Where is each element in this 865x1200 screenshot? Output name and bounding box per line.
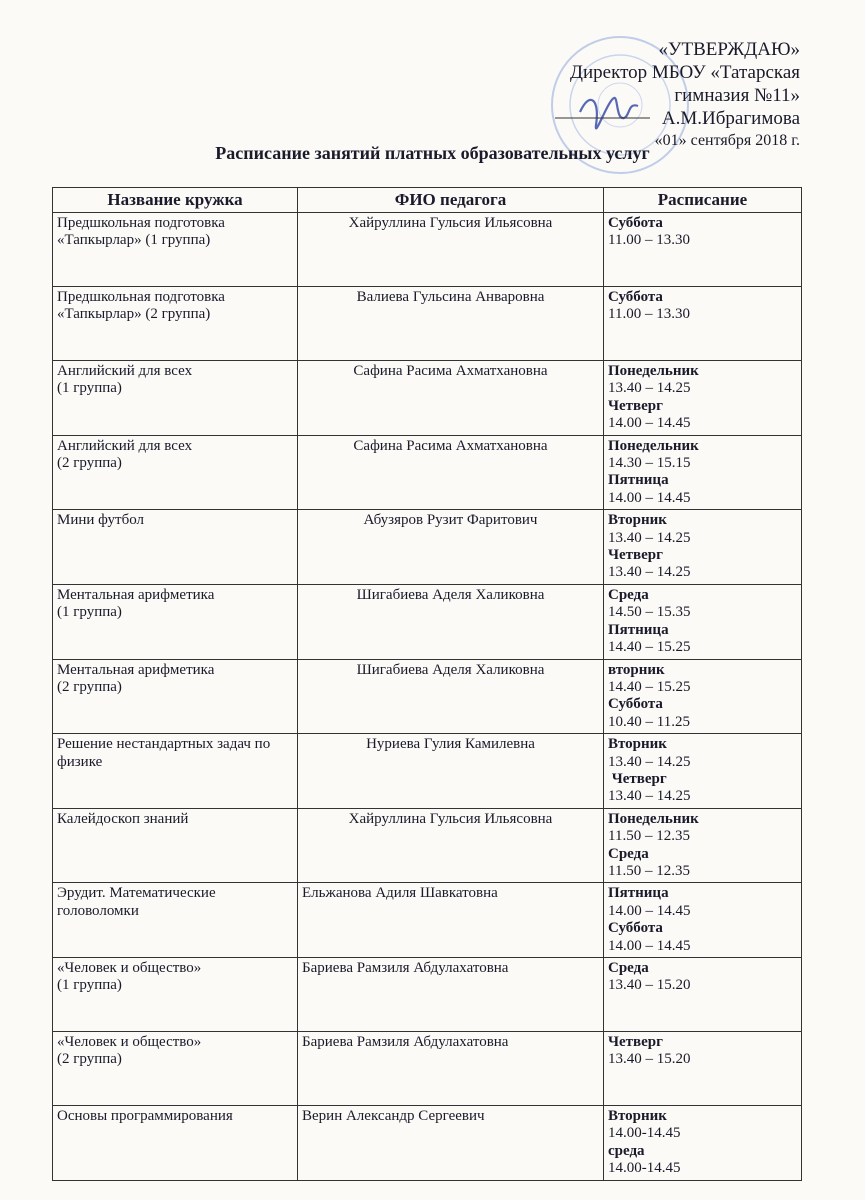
schedule-time: 14.00 – 14.45	[608, 489, 691, 506]
approval-block	[570, 38, 800, 152]
schedule-cell	[604, 734, 802, 809]
schedule-time: 14.00-14.45	[608, 1160, 681, 1177]
schedule-time: 11.00 – 13.30	[608, 232, 690, 249]
schedule-cell	[604, 883, 802, 958]
schedule-day: Суббота	[608, 920, 663, 937]
schedule-day: Суббота	[608, 696, 663, 713]
schedule-time: 13.40 – 14.25	[608, 380, 691, 397]
table-row	[53, 213, 802, 287]
schedule-day: Пятница	[608, 885, 669, 902]
teacher-cell: Шигабиева Аделя Халиковна	[298, 659, 604, 734]
club-name-cell: «Человек и общество» (2 группа)	[53, 1032, 298, 1106]
schedule-time: 14.40 – 15.25	[608, 639, 691, 656]
teacher-cell: Сафина Расима Ахматхановна	[298, 361, 604, 436]
schedule-cell	[604, 1106, 802, 1181]
club-name-cell: Предшкольная подготовка «Тапкырлар» (1 группа)	[53, 213, 298, 287]
table-row	[53, 510, 802, 585]
club-name-cell: Решение нестандартных задач по физике	[53, 734, 298, 809]
table-body	[53, 213, 802, 1181]
schedule-time: 14.00-14.45	[608, 1125, 681, 1142]
schedule-day: Четверг	[608, 547, 663, 564]
schedule-day: Среда	[608, 960, 649, 976]
schedule-day: Вторник	[608, 1108, 667, 1124]
table-row	[53, 958, 802, 1032]
club-name-cell: Основы программирования	[53, 1106, 298, 1181]
schedule-time: 14.00 – 14.45	[608, 937, 691, 954]
teacher-cell: Верин Александр Сергеевич	[298, 1106, 604, 1181]
schedule-cell	[604, 510, 802, 585]
schedule-day: Пятница	[608, 472, 669, 489]
schedule-day: Понедельник	[608, 810, 699, 827]
schedule-time: 14.40 – 15.25	[608, 678, 691, 695]
schedule-day: Суббота	[608, 289, 663, 305]
schedule-day: Среда	[608, 586, 649, 603]
approval-line-4: А.М.Ибрагимова	[661, 108, 800, 129]
schedule-day: вторник	[608, 661, 665, 678]
approval-date: «01» сентября 2018 г.	[654, 132, 800, 149]
schedule-time: 13.40 – 15.20	[608, 977, 691, 994]
table-row	[53, 435, 802, 510]
schedule-cell	[604, 808, 802, 883]
club-name-cell: Английский для всех (1 группа)	[53, 361, 298, 436]
schedule-day: Вторник	[608, 736, 667, 753]
schedule-cell	[604, 435, 802, 510]
schedule-day: Суббота	[608, 215, 663, 231]
schedule-day: Понедельник	[608, 363, 699, 379]
teacher-cell: Бариева Рамзиля Абдулахатовна	[298, 1032, 604, 1106]
teacher-cell: Сафина Расима Ахматхановна	[298, 435, 604, 510]
schedule-day: Среда	[608, 845, 649, 862]
schedule-time: 13.40 – 14.25	[608, 529, 691, 546]
schedule-day: Четверг	[608, 1034, 663, 1050]
club-name-cell: Ментальная арифметика (1 группа)	[53, 584, 298, 659]
club-name-cell: Мини футбол	[53, 510, 298, 585]
approval-line-2: Директор МБОУ «Татарская	[570, 62, 800, 83]
schedule-time: 13.40 – 14.25	[608, 564, 691, 581]
schedule-time: 14.30 – 15.15	[608, 455, 691, 472]
teacher-cell: Хайруллина Гульсия Ильясовна	[298, 213, 604, 287]
schedule-table	[52, 187, 802, 1181]
schedule-day: Понедельник	[608, 437, 699, 454]
schedule-cell	[604, 1032, 802, 1106]
schedule-cell	[604, 361, 802, 436]
schedule-time: 11.50 – 12.35	[608, 828, 690, 845]
table-row	[53, 659, 802, 734]
teacher-cell: Абузяров Рузит Фаритович	[298, 510, 604, 585]
schedule-time: 13.40 – 15.20	[608, 1051, 691, 1068]
club-name-cell: «Человек и общество» (1 группа)	[53, 958, 298, 1032]
schedule-time: 13.40 – 14.25	[608, 753, 691, 770]
club-name-cell: Калейдоскоп знаний	[53, 808, 298, 883]
header-club-name: Название кружка	[53, 188, 298, 213]
schedule-time: 10.40 – 11.25	[608, 713, 690, 730]
header-schedule: Расписание	[604, 188, 802, 213]
schedule-cell	[604, 287, 802, 361]
club-name-cell: Эрудит. Математические головоломки	[53, 883, 298, 958]
schedule-time: 14.00 – 14.45	[608, 415, 691, 432]
club-name-cell: Английский для всех (2 группа)	[53, 435, 298, 510]
page-title: Расписание занятий платных образовательных услуг	[215, 143, 650, 163]
club-name-cell: Ментальная арифметика (2 группа)	[53, 659, 298, 734]
table-row	[53, 734, 802, 809]
club-name-cell: Предшкольная подготовка «Тапкырлар» (2 группа)	[53, 287, 298, 361]
approval-line-3: гимназия №11»	[674, 85, 800, 106]
teacher-cell: Нуриева Гулия Камилевна	[298, 734, 604, 809]
header-teacher: ФИО педагога	[298, 188, 604, 213]
schedule-time: 13.40 – 14.25	[608, 788, 691, 805]
table-row	[53, 287, 802, 361]
schedule-day: Четверг	[608, 770, 667, 787]
teacher-cell: Хайруллина Гульсия Ильясовна	[298, 808, 604, 883]
schedule-day: Вторник	[608, 512, 667, 529]
schedule-cell	[604, 213, 802, 287]
schedule-time: 14.00 – 14.45	[608, 902, 691, 919]
schedule-time: 11.00 – 13.30	[608, 306, 690, 323]
table-row	[53, 584, 802, 659]
teacher-cell: Шигабиева Аделя Халиковна	[298, 584, 604, 659]
table-row	[53, 883, 802, 958]
table-row	[53, 361, 802, 436]
approval-line-1: «УТВЕРЖДАЮ»	[658, 39, 800, 60]
teacher-cell: Ельжанова Адиля Шавкатовна	[298, 883, 604, 958]
teacher-cell: Валиева Гульсина Анваровна	[298, 287, 604, 361]
schedule-cell	[604, 958, 802, 1032]
schedule-day: среда	[608, 1142, 645, 1159]
table-header-row	[53, 188, 802, 213]
teacher-cell: Бариева Рамзиля Абдулахатовна	[298, 958, 604, 1032]
schedule-day: Пятница	[608, 621, 669, 638]
schedule-time: 11.50 – 12.35	[608, 862, 690, 879]
schedule-time: 14.50 – 15.35	[608, 604, 691, 621]
schedule-day: Четверг	[608, 397, 663, 414]
table-row	[53, 808, 802, 883]
schedule-cell	[604, 584, 802, 659]
table-row	[53, 1032, 802, 1106]
schedule-cell	[604, 659, 802, 734]
table-row	[53, 1106, 802, 1181]
